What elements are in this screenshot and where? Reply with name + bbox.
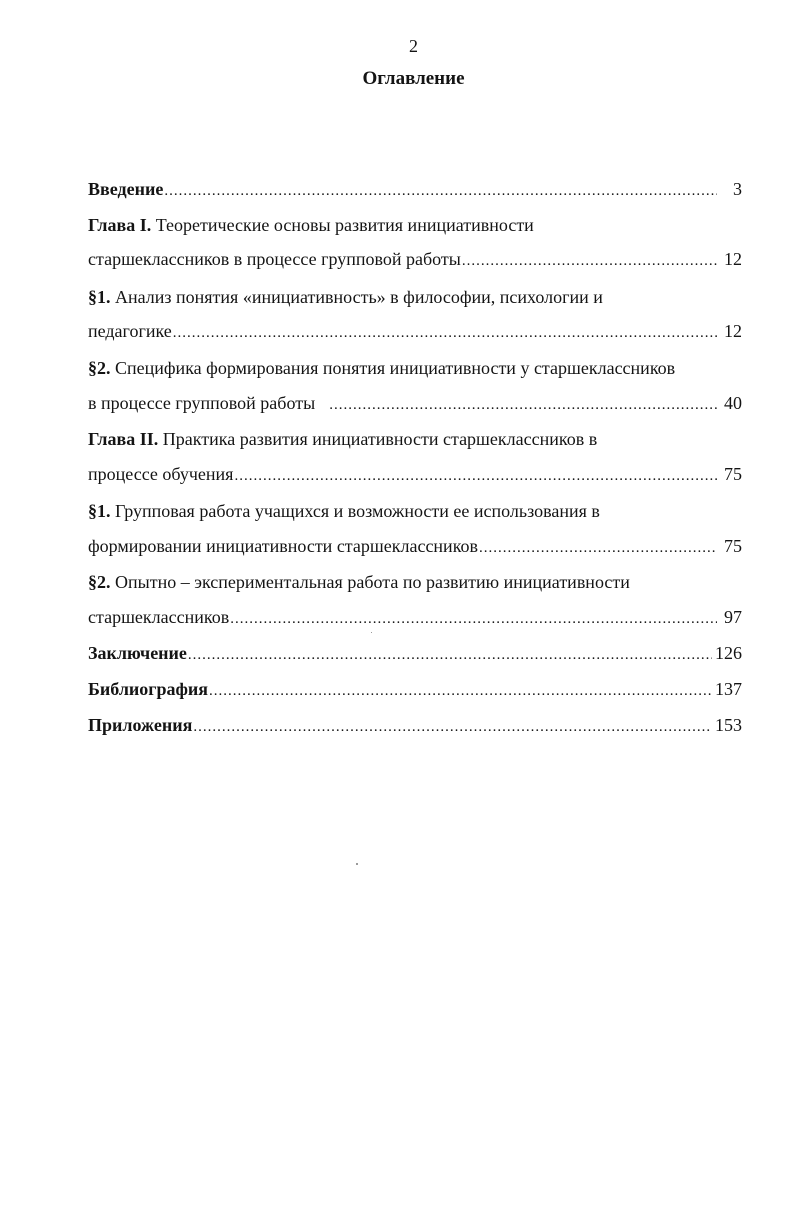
dot-leader bbox=[188, 642, 712, 668]
toc-page-number: 40 bbox=[724, 393, 742, 413]
dot-leader bbox=[164, 178, 717, 204]
page-number: 2 bbox=[409, 36, 418, 56]
dot-leader bbox=[209, 678, 712, 704]
toc-chapter-label: Глава I. bbox=[88, 215, 152, 235]
dot-leader bbox=[173, 320, 717, 346]
toc-page-number: 126 bbox=[715, 643, 742, 663]
toc-entry-bibliography[interactable] bbox=[88, 676, 742, 702]
toc-entry-title: формировании инициативности старшеклассников bbox=[88, 536, 479, 556]
toc-entry-chapter-1[interactable] bbox=[88, 212, 742, 238]
toc-section-label: §1. bbox=[88, 501, 111, 521]
toc-page-number: 97 bbox=[724, 607, 742, 627]
toc-entry-title: Групповая работа учащихся и возможности ее использования в bbox=[115, 501, 600, 521]
toc-page-number: 75 bbox=[724, 464, 742, 484]
toc-page-number: 75 bbox=[724, 536, 742, 556]
toc-page-number: 12 bbox=[724, 249, 742, 269]
dot-leader bbox=[193, 714, 712, 740]
toc-entry-label: Введение bbox=[88, 179, 164, 199]
toc-entry-title: процессе обучения bbox=[88, 464, 234, 484]
toc-entry-title: Анализ понятия «инициативность» в философии, психологии и bbox=[115, 287, 603, 307]
scan-speck bbox=[371, 632, 372, 633]
toc-entry-section-2-2[interactable] bbox=[88, 569, 742, 595]
toc-entry-label: Заключение bbox=[88, 643, 187, 663]
toc-entry-label: Приложения bbox=[88, 715, 193, 735]
toc-entry-section-2-1-cont[interactable] bbox=[88, 533, 742, 559]
toc-entry-chapter-1-cont[interactable] bbox=[88, 246, 742, 272]
toc-page-number: 153 bbox=[715, 715, 742, 735]
toc-entry-section-1-1[interactable] bbox=[88, 284, 742, 310]
toc-entry-title: Специфика формирования понятия инициативности у старшеклассников bbox=[115, 358, 676, 378]
toc-entry-conclusion[interactable] bbox=[88, 640, 742, 666]
toc-page-number: 12 bbox=[724, 321, 742, 341]
dot-leader bbox=[479, 535, 717, 561]
toc-entry-appendices[interactable] bbox=[88, 712, 742, 738]
toc-entry-title: в процессе групповой работы bbox=[88, 393, 316, 413]
toc-entry-chapter-2[interactable] bbox=[88, 426, 742, 452]
dot-leader bbox=[234, 463, 717, 489]
toc-page-number: 137 bbox=[715, 679, 742, 699]
toc-entry-title: Опытно – экспериментальная работа по развитию инициативности bbox=[115, 572, 630, 592]
toc-entry-section-1-2[interactable] bbox=[88, 355, 742, 381]
toc-entry-chapter-2-cont[interactable] bbox=[88, 461, 742, 487]
toc-entry-label: Библиография bbox=[88, 679, 209, 699]
toc-page-number: 3 bbox=[733, 179, 742, 199]
toc-entry-title: старшеклассников в процессе групповой работы bbox=[88, 249, 461, 269]
toc-entry-title: Практика развития инициативности старшеклассников в bbox=[162, 429, 598, 449]
dot-leader bbox=[329, 392, 717, 418]
toc-entry-title: старшеклассников bbox=[88, 607, 230, 627]
dot-leader bbox=[230, 606, 717, 632]
toc-entry-title: педагогике bbox=[88, 321, 172, 341]
toc-section-label: §2. bbox=[88, 572, 111, 592]
dot-leader bbox=[462, 248, 717, 274]
toc-entry-title: Теоретические основы развития инициативности bbox=[155, 215, 534, 235]
page-title: Оглавление bbox=[362, 68, 465, 89]
toc-entry-section-1-1-cont[interactable] bbox=[88, 318, 742, 344]
toc-entry-section-2-2-cont[interactable] bbox=[88, 604, 742, 630]
scan-speck bbox=[356, 863, 358, 865]
toc-section-label: §2. bbox=[88, 358, 111, 378]
toc-section-label: §1. bbox=[88, 287, 111, 307]
toc-chapter-label: Глава II. bbox=[88, 429, 159, 449]
toc-entry-section-1-2-cont[interactable] bbox=[88, 390, 742, 416]
toc-entry-section-2-1[interactable] bbox=[88, 498, 742, 524]
toc-entry-intro[interactable] bbox=[88, 176, 742, 202]
